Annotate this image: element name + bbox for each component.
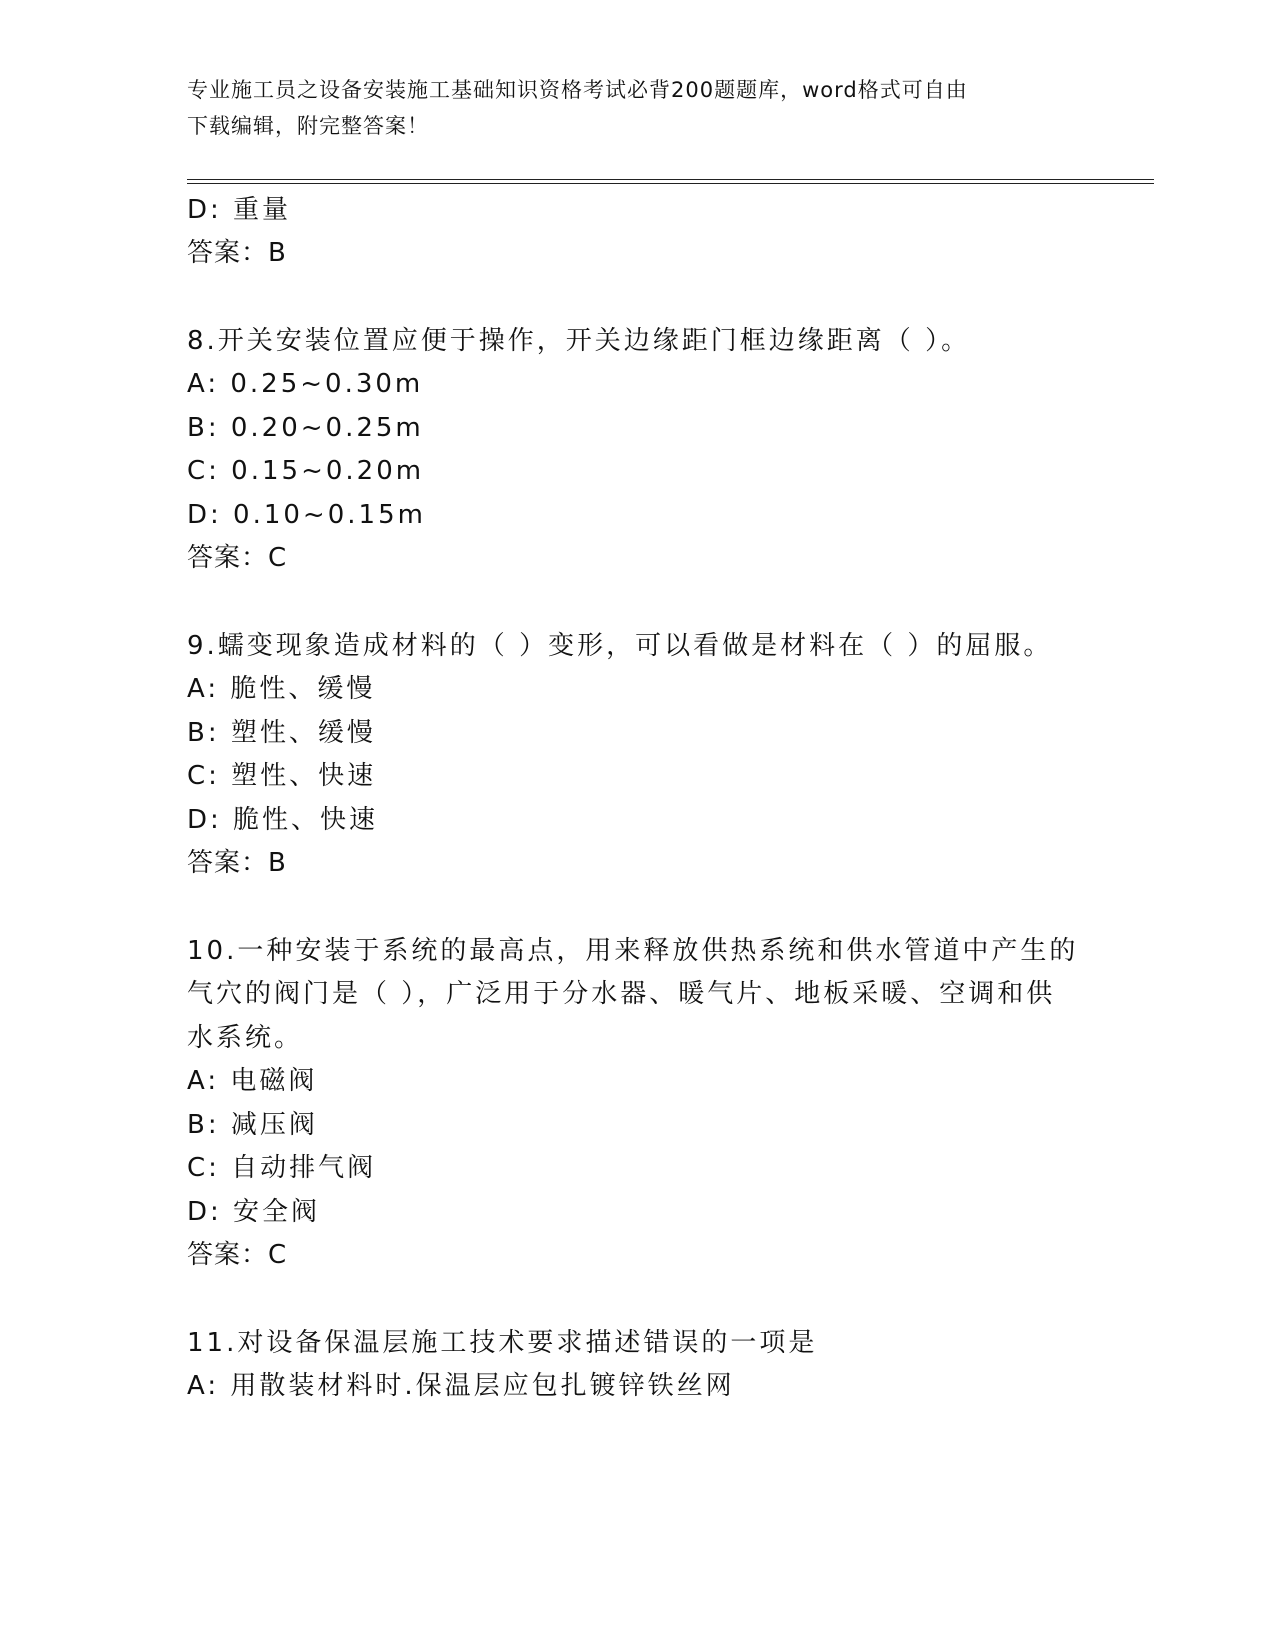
q8-stem: 8.开关安装位置应便于操作，开关边缘距门框边缘距离（ ）。 <box>187 326 971 356</box>
q10-option-d: D: 安全阀 <box>187 1197 321 1227</box>
q9-option-c: C: 塑性、快速 <box>187 761 377 791</box>
header-divider-bottom <box>187 183 1154 184</box>
q8-option-a: A: 0.25~0.30m <box>187 369 424 399</box>
q10-option-c: C: 自动排气阀 <box>187 1153 377 1183</box>
document-header <box>187 72 1087 144</box>
q8-option-b: B: 0.20~0.25m <box>187 413 424 443</box>
q9-answer: 答案：B <box>187 848 287 878</box>
q10-option-b: B: 减压阀 <box>187 1110 318 1140</box>
q9-stem: 9.蠕变现象造成材料的（ ）变形，可以看做是材料在（ ）的屈服。 <box>187 631 1053 661</box>
header-divider-top <box>187 179 1154 180</box>
q11-stem: 11.对设备保温层施工技术要求描述错误的一项是 <box>187 1328 818 1358</box>
q9-option-d: D: 脆性、快速 <box>187 805 379 835</box>
q8-option-c: C: 0.15~0.20m <box>187 456 425 486</box>
header-title-line-2: 下载编辑，附完整答案！ <box>187 114 429 138</box>
q10-stem-line-1: 10.一种安装于系统的最高点，用来释放供热系统和供水管道中产生的 <box>187 936 1079 966</box>
q10-option-a: A: 电磁阀 <box>187 1066 318 1096</box>
q8-answer: 答案：C <box>187 543 288 573</box>
q10-answer: 答案：C <box>187 1240 288 1270</box>
q8-option-d: D: 0.10~0.15m <box>187 500 426 530</box>
q10-stem-line-2: 气穴的阀门是（ ），广泛用于分水器、暖气片、地板采暖、空调和供 <box>187 979 1056 1009</box>
q9-option-a: A: 脆性、缓慢 <box>187 674 376 704</box>
prev-question-option-d: D: 重量 <box>187 195 292 225</box>
prev-question-answer: 答案：B <box>187 238 287 268</box>
q9-option-b: B: 塑性、缓慢 <box>187 718 376 748</box>
header-title-line-1: 专业施工员之设备安装施工基础知识资格考试必背200题题库，word格式可自由 <box>187 78 968 102</box>
q10-stem-line-3: 水系统。 <box>187 1023 304 1053</box>
q11-option-a: A: 用散装材料时.保温层应包扎镀锌铁丝网 <box>187 1371 735 1401</box>
